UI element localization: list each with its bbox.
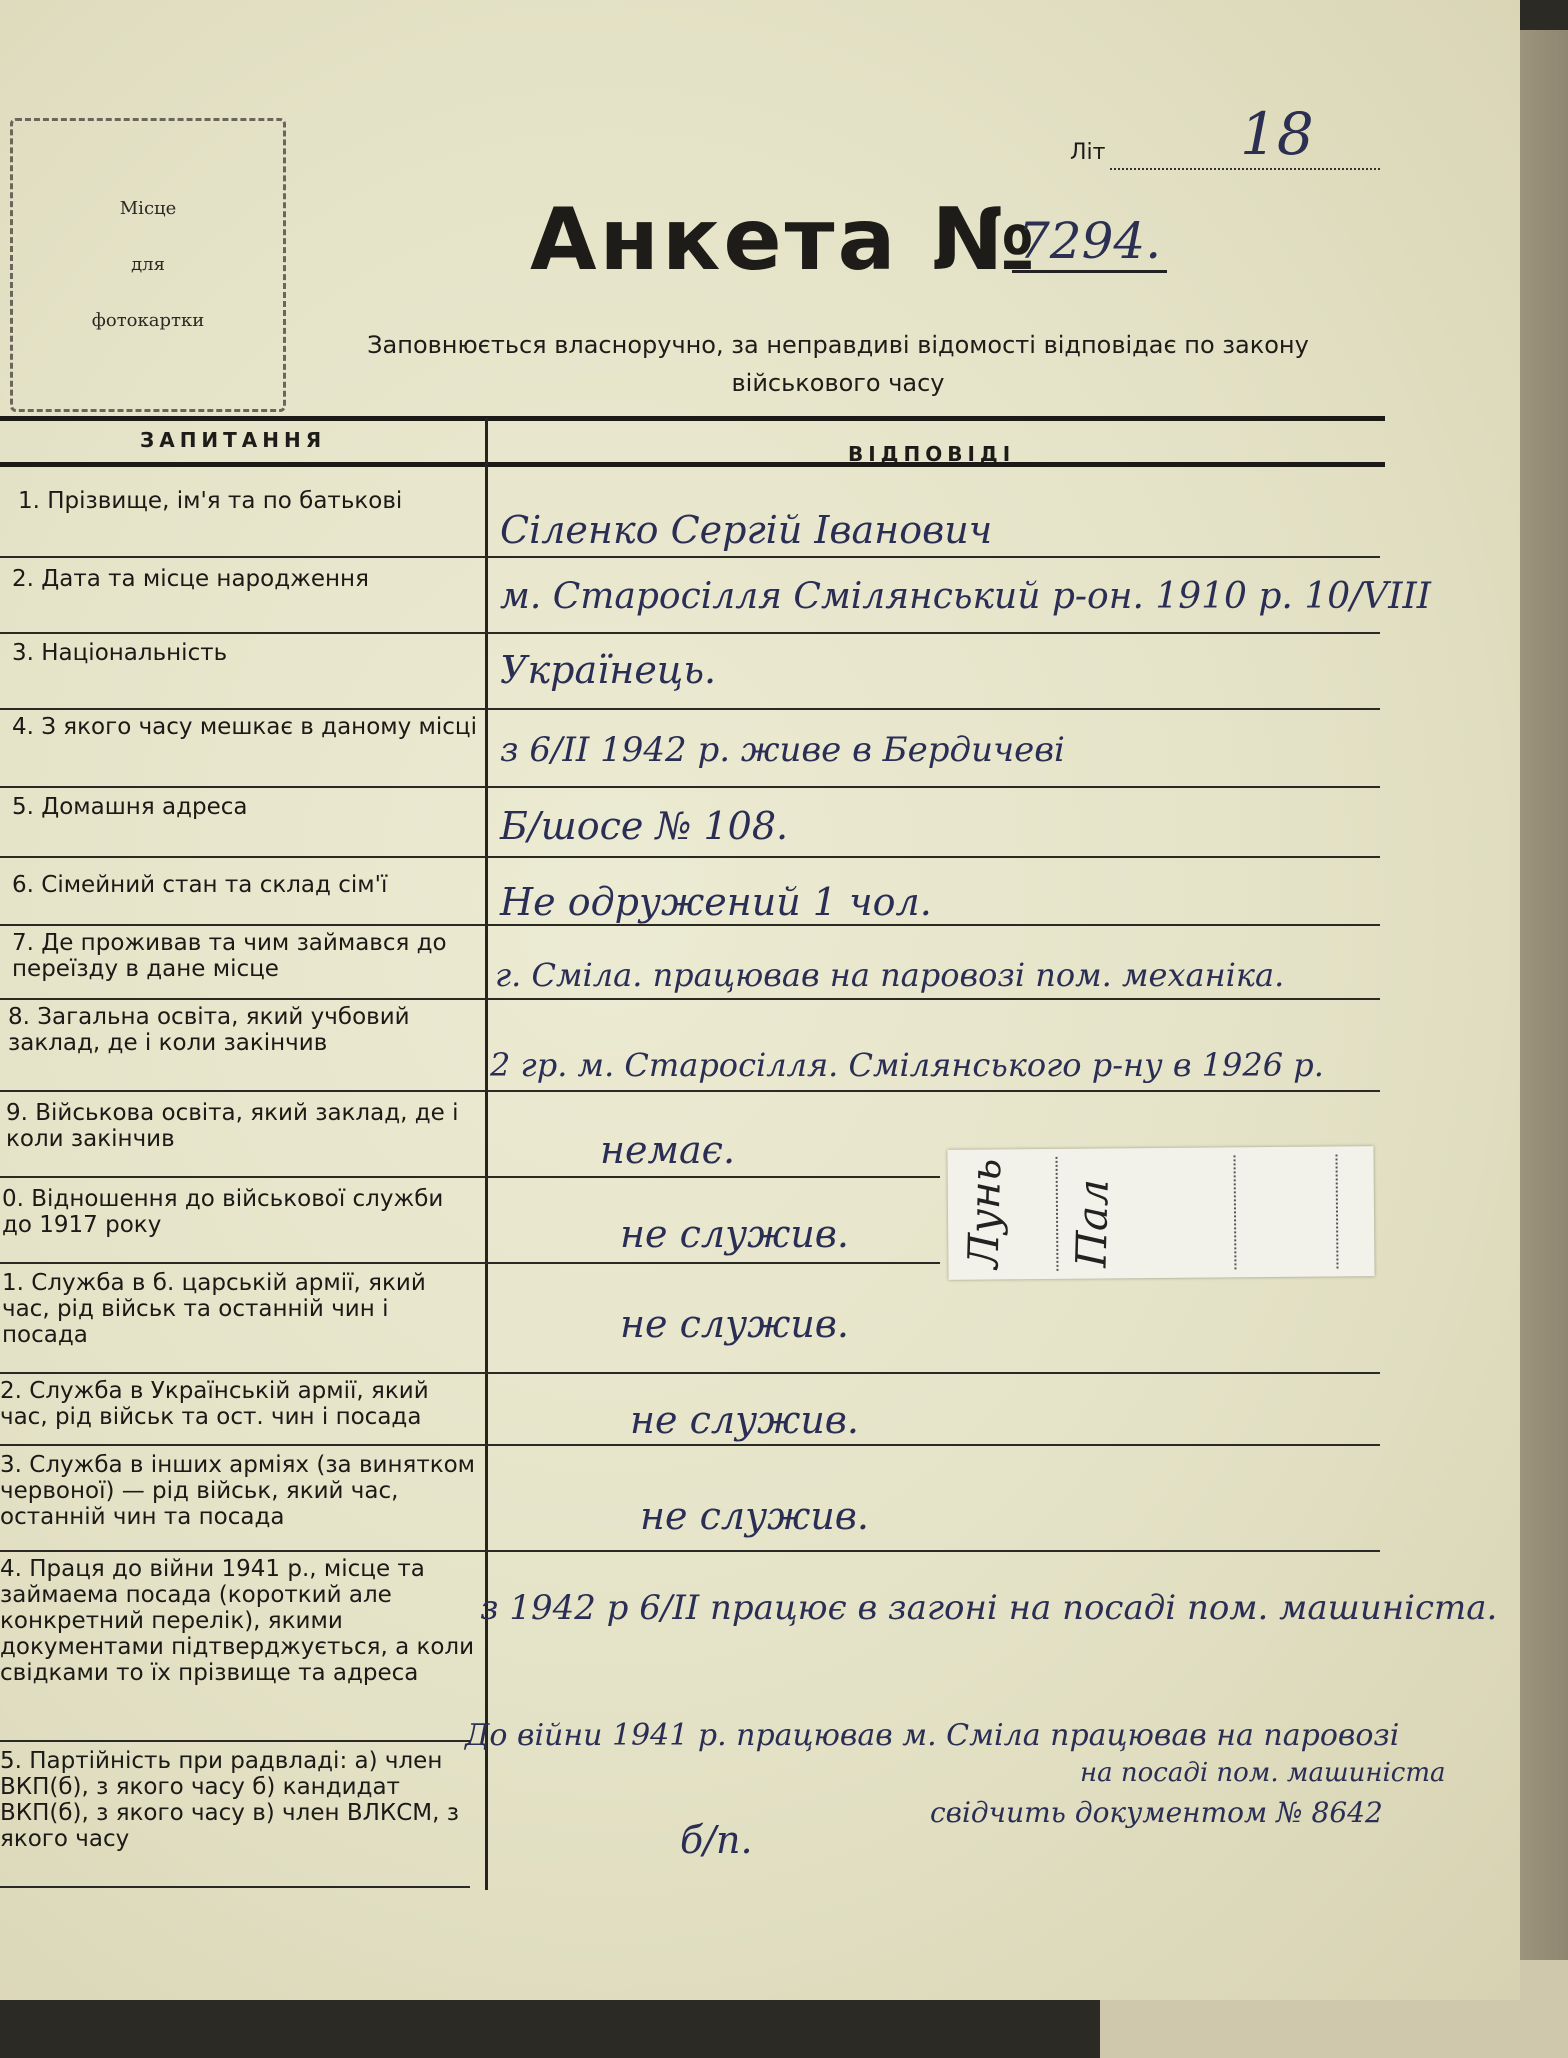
answer-14-line-4: свідчить документом № 8642 (930, 1796, 1383, 1829)
signature-2: Пал (1066, 1178, 1118, 1269)
question-5: 5. Домашня адреса (12, 794, 248, 820)
lit-underline (1110, 168, 1380, 170)
answer-14-line-2: До війни 1941 р. працював м. Сміла працював на паровозі (465, 1718, 1400, 1753)
photo-label-1: Місце (119, 198, 177, 219)
question-6: 6. Сімейний стан та склад сім'ї (12, 872, 388, 898)
answer-5: Б/шосе № 108. (500, 804, 789, 848)
answer-10: не служив. (620, 1212, 849, 1256)
row-divider (0, 1886, 470, 1888)
lit-label: Літ (1070, 140, 1106, 165)
lit-value: 18 (1240, 100, 1314, 168)
answer-14-line-3: на посаді пом. машиніста (1080, 1758, 1446, 1788)
answer-9: немає. (600, 1128, 736, 1172)
question-13: 3. Служба в інших арміях (за винятком червоної) — рід військ, який час, останній чин та посада (0, 1452, 476, 1530)
question-1: 1. Прізвище, ім'я та по батькові (18, 488, 403, 514)
question-4: 4. З якого часу мешкає в даному місці (12, 714, 477, 740)
subtitle-line-2: військового часу (731, 369, 945, 397)
form-title: Анкета № (530, 190, 1038, 290)
row-divider (0, 1262, 940, 1264)
question-8: 8. Загальна освіта, який учбовий заклад, де і коли закінчив (8, 1004, 410, 1056)
answer-11: не служив. (620, 1302, 849, 1346)
photo-label-3: фотокартки (91, 310, 205, 331)
row-divider (0, 924, 1380, 926)
header-rule-top (0, 416, 1385, 421)
question-14: 4. Праця до війни 1941 р., місце та займаема посада (короткий але конкретний перелік), якими документами підтверджується, а коли свідками то їх прізвище та адреса (0, 1556, 475, 1686)
form-subtitle (318, 326, 1358, 402)
row-divider (0, 786, 1380, 788)
answer-2: м. Старосілля Смілянський р-он. 1910 р. 10/VIII (500, 576, 1431, 617)
form-number: 7294. (1012, 212, 1167, 273)
answer-7: г. Сміла. працював на паровозі пом. механіка. (495, 956, 1285, 994)
row-divider (0, 1550, 1380, 1552)
row-divider (0, 556, 1380, 558)
questions-header: ЗАПИТАННЯ (140, 428, 327, 452)
answers-header: ВІДПОВІДІ (848, 442, 1016, 466)
answer-3: Українець. (500, 648, 717, 692)
question-12: 2. Служба в Українській армії, який час, рід військ та ост. чин і посада (0, 1378, 429, 1430)
slip-divider (1056, 1157, 1059, 1271)
row-divider (0, 708, 1380, 710)
answer-12: не служив. (630, 1398, 859, 1442)
answer-6: Не одружений 1 чол. (500, 880, 932, 924)
question-10: 0. Відношення до військової служби до 1917 року (2, 1186, 444, 1238)
question-3: 3. Національність (12, 640, 228, 666)
row-divider (0, 998, 1380, 1000)
answer-13: не служив. (640, 1494, 869, 1538)
answer-8: 2 гр. м. Старосілля. Смілянського р-ну в 1926 р. (490, 1046, 1324, 1084)
row-divider (0, 1176, 940, 1178)
signature-1: Лунь (958, 1157, 1011, 1270)
answer-14-line-1: з 1942 р 6/ІІ працює в загоні на посаді пом. машиніста. (480, 1588, 1498, 1628)
question-7: 7. Де проживав та чим займався до переїзду в дане місце (12, 930, 447, 982)
slip-divider (1335, 1154, 1338, 1268)
question-15: 5. Партійність при радвладі: а) член ВКП(б), з якого часу б) кандидат ВКП(б), з якого часу в) член ВЛКСМ, з якого часу (0, 1748, 460, 1852)
question-2: 2. Дата та місце народження (12, 566, 369, 592)
column-divider (485, 418, 488, 1890)
answer-4: з 6/ІІ 1942 р. живе в Бердичеві (500, 730, 1065, 770)
answer-1: Сіленко Сергій Іванович (500, 508, 993, 552)
question-9: 9. Військова освіта, який заклад, де і коли закінчив (6, 1100, 459, 1152)
row-divider (0, 1444, 1380, 1446)
header-rule-bottom (0, 462, 1385, 467)
row-divider (0, 1740, 470, 1742)
question-11: 1. Служба в б. царській армії, який час, рід військ та останній чин і посада (2, 1270, 426, 1348)
subtitle-line-1: Заповнюється власноручно, за неправдиві відомості відповідає по закону (367, 331, 1309, 359)
signature-slip (947, 1146, 1374, 1280)
row-divider (0, 856, 1380, 858)
photo-placeholder (10, 118, 286, 412)
photo-label-2: для (131, 254, 165, 275)
slip-divider (1233, 1155, 1236, 1269)
row-divider (0, 1372, 1380, 1374)
row-divider (0, 1090, 1380, 1092)
answer-15: б/п. (680, 1818, 753, 1862)
row-divider (0, 632, 1380, 634)
